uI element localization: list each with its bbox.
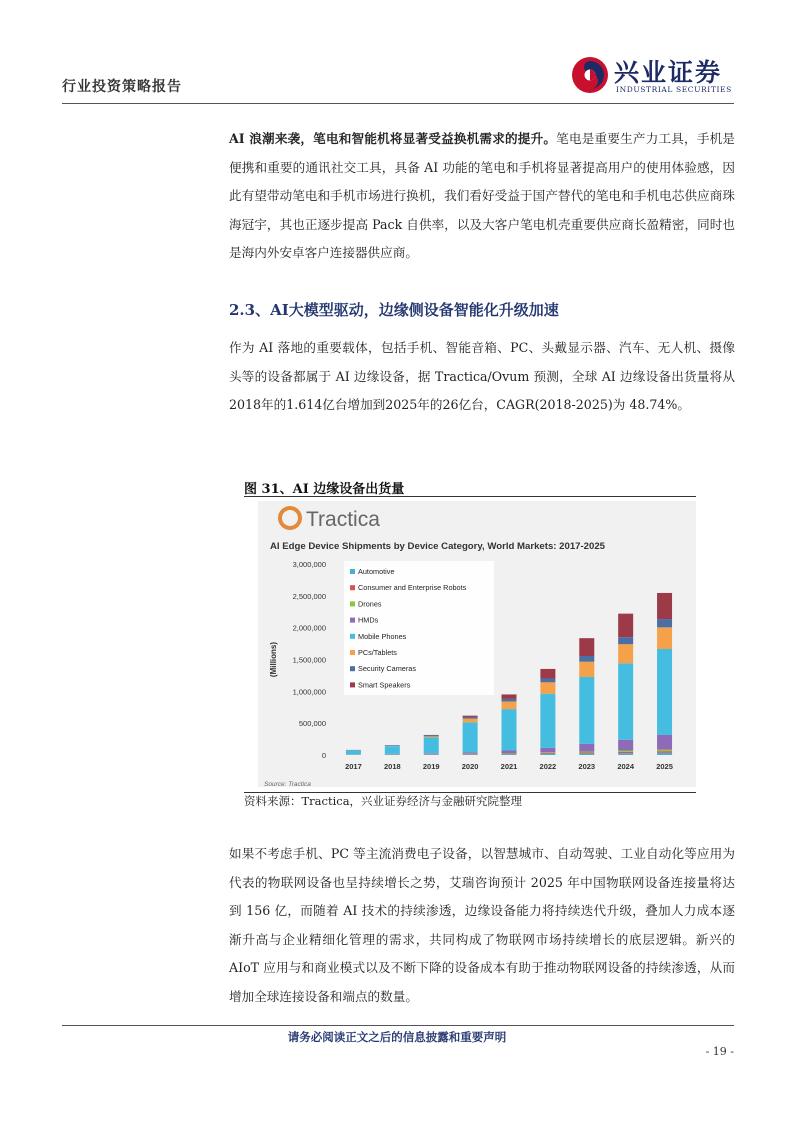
bar-segment-automotive [502,754,517,755]
bar-segment-automotive [463,754,478,755]
y-tick-label: 1,000,000 [292,687,326,697]
bar-segment-drones [502,753,517,754]
paragraph-body: 笔电是重要生产力工具，手机是便携和重要的通讯社交工具，具备 AI 功能的笔电和手机将显著提高用户的使用体验感，因此有望带动笔电和手机市场进行换机，我们看好受益于国产替代的笔电和手机电芯供应商珠海冠宇，其也正逐步提高 Pack 自供率，以及大客户笔电机壳重要供应商长盈精密，同时也是海内外安卓客户连接器供应商。 [229,131,736,260]
bar-segment-security-cameras [424,735,439,736]
figure-title: 图 31、AI 边缘设备出货量 [244,482,405,497]
paragraph-iot: 如果不考虑手机、PC 等主流消费电子设备，以智慧城市、自动驾驶、工业自动化等应用为代表的物联网设备也呈持续增长之势，艾瑞咨询预计 2025 年中国物联网设备连接量将达到 156 亿，而随着 AI 技术的持续渗透，边缘设备能力将持续迭代升级，叠加人力成本逐渐升高与企业精细化管理的需求，共同构成了物联网市场持续增长的底层逻辑。新兴的 AIoT 应用与和商业模式以及不断下降的设备成本有助于推动物联网设备的持续渗透，从而增加全球连接设备和端点的数量。 [229,846,735,1004]
bar-segment-mobile-phones [463,722,478,752]
bar-segment-pcs-tablets [424,736,439,737]
bar-segment-security-cameras [463,717,478,719]
bar-segment-mobile-phones [424,737,439,753]
bar-segment-mobile-phones [346,750,361,754]
bar-segment-hmds [424,753,439,754]
bar-segment-smart-speakers [463,716,478,717]
x-tick-label: 2018 [383,762,401,771]
bar-segment-drones [618,751,633,752]
y-tick-label: 500,000 [298,719,326,729]
report-type-title: 行业投资策略报告 [62,79,182,95]
bar-segment-pcs-tablets [502,701,517,709]
legend-label: HMDs [358,615,379,625]
section-heading: 2.3、AI大模型驱动，边缘侧设备智能化升级加速 [229,301,559,319]
legend-label: Drones [358,599,382,609]
legend-label: Automotive [358,567,395,576]
header-divider [62,103,734,104]
y-tick-label: 2,000,000 [292,623,326,633]
legend-label: Mobile Phones [358,631,407,641]
bar-segment-smart-speakers [579,638,594,656]
bar-segment-security-cameras [579,656,594,662]
bar-segment-hmds [502,750,517,753]
y-tick-label: 1,500,000 [292,655,326,665]
bar-segment-pcs-tablets [579,662,594,677]
bar-segment-consumer-and-enterprise-robots [618,752,633,753]
bar-segment-consumer-and-enterprise-robots [540,753,555,754]
x-tick-label: 2025 [656,762,673,771]
y-tick-label: 3,000,000 [292,560,326,569]
bar-segment-consumer-and-enterprise-robots [502,754,517,755]
x-tick-label: 2017 [345,762,362,771]
legend-swatch [350,650,355,655]
bar-segment-hmds [618,740,633,751]
legend-swatch [350,569,355,574]
legend-swatch [350,666,355,671]
bar-segment-automotive [579,753,594,755]
x-tick-label: 2021 [500,762,518,771]
bar-segment-mobile-phones [618,663,633,739]
legend-box [344,561,494,695]
bar-segment-drones [657,750,672,752]
bar-segment-hmds [657,735,672,750]
bar-segment-hmds [540,748,555,752]
bar-segment-pcs-tablets [463,719,478,723]
logo-chinese-name: 兴业证券 [614,58,723,87]
company-logo [570,52,740,100]
legend-swatch [350,634,355,639]
chart-title: AI Edge Device Shipments by Device Category, World Markets: 2017-2025 [270,541,606,552]
bar-segment-security-cameras [385,745,400,746]
logo-english-name: INDUSTRIAL SECURITIES [616,85,732,94]
figure-container [244,496,696,793]
x-tick-label: 2023 [578,762,596,771]
x-tick-label: 2024 [617,762,635,771]
bar-segment-mobile-phones [540,694,555,748]
bar-segment-security-cameras [502,699,517,702]
x-tick-label: 2022 [539,762,557,771]
x-tick-label: 2019 [422,762,440,771]
disclaimer-text: 请务必阅读正文之后的信息披露和重要声明 [287,1030,507,1044]
bar-segment-drones [540,752,555,753]
bar-segment-automotive [385,754,400,755]
paragraph-lead: AI 浪潮来袭，笔电和智能机将显著受益换机需求的提升。 [229,131,557,146]
chart-source-note: Source: Tractica [264,781,311,788]
bar-segment-drones [579,751,594,752]
bar-segment-automotive [618,753,633,755]
bar-segment-automotive [424,754,439,755]
bar-segment-smart-speakers [502,694,517,698]
bar-segment-consumer-and-enterprise-robots [579,752,594,753]
bar-segment-security-cameras [657,619,672,627]
legend-label: PCs/Tablets [358,648,397,657]
bar-segment-mobile-phones [502,709,517,750]
bar-segment-mobile-phones [657,649,672,735]
bar-segment-security-cameras [618,637,633,644]
bar-segment-pcs-tablets [618,644,633,663]
bar-segment-automotive [540,754,555,755]
bar-segment-hmds [579,744,594,752]
paragraph-edge-devices: 作为 AI 落地的重要载体，包括手机、智能音箱、PC、头戴显示器、汽车、无人机、摄像头等的设备都属于 AI 边缘设备，据 Tractica/Ovum 预测，全球 AI 边缘设备出货量将从2018年的1.614亿台增加到2025年的26亿台，CAGR(2018-2025)为 48.74%。 [229,340,735,412]
bar-segment-security-cameras [540,678,555,682]
bar-segment-smart-speakers [540,669,555,679]
y-axis-label: (Millions) [269,641,278,678]
bar-segment-consumer-and-enterprise-robots [657,751,672,753]
legend-swatch [350,682,355,687]
legend-label: Security Cameras [358,664,416,674]
logo-emblem-icon [570,55,610,95]
y-tick-label: 0 [321,751,326,760]
brand-name: Tractica [306,508,380,531]
bar-segment-smart-speakers [618,614,633,638]
paragraph-ai-upgrade [229,125,735,268]
legend-label: Consumer and Enterprise Robots [358,583,467,593]
bar-segment-mobile-phones [385,746,400,754]
bar-segment-hmds [463,752,478,753]
bar-segment-automotive [657,753,672,755]
legend-swatch [350,601,355,606]
shipments-chart [244,497,696,792]
page-number: - 19 - [705,1045,734,1058]
legend-label: Smart Speakers [358,680,411,690]
y-tick-label: 2,500,000 [292,591,326,601]
x-tick-label: 2020 [461,762,479,771]
legend-swatch [350,618,355,623]
bar-segment-pcs-tablets [540,682,555,693]
figure-source: 资料来源：Tractica，兴业证券经济与金融研究院整理 [244,794,523,808]
bar-segment-mobile-phones [579,677,594,744]
bar-segment-smart-speakers [657,593,672,619]
footer-divider [62,1025,734,1026]
legend-swatch [350,585,355,590]
bar-segment-pcs-tablets [657,627,672,649]
